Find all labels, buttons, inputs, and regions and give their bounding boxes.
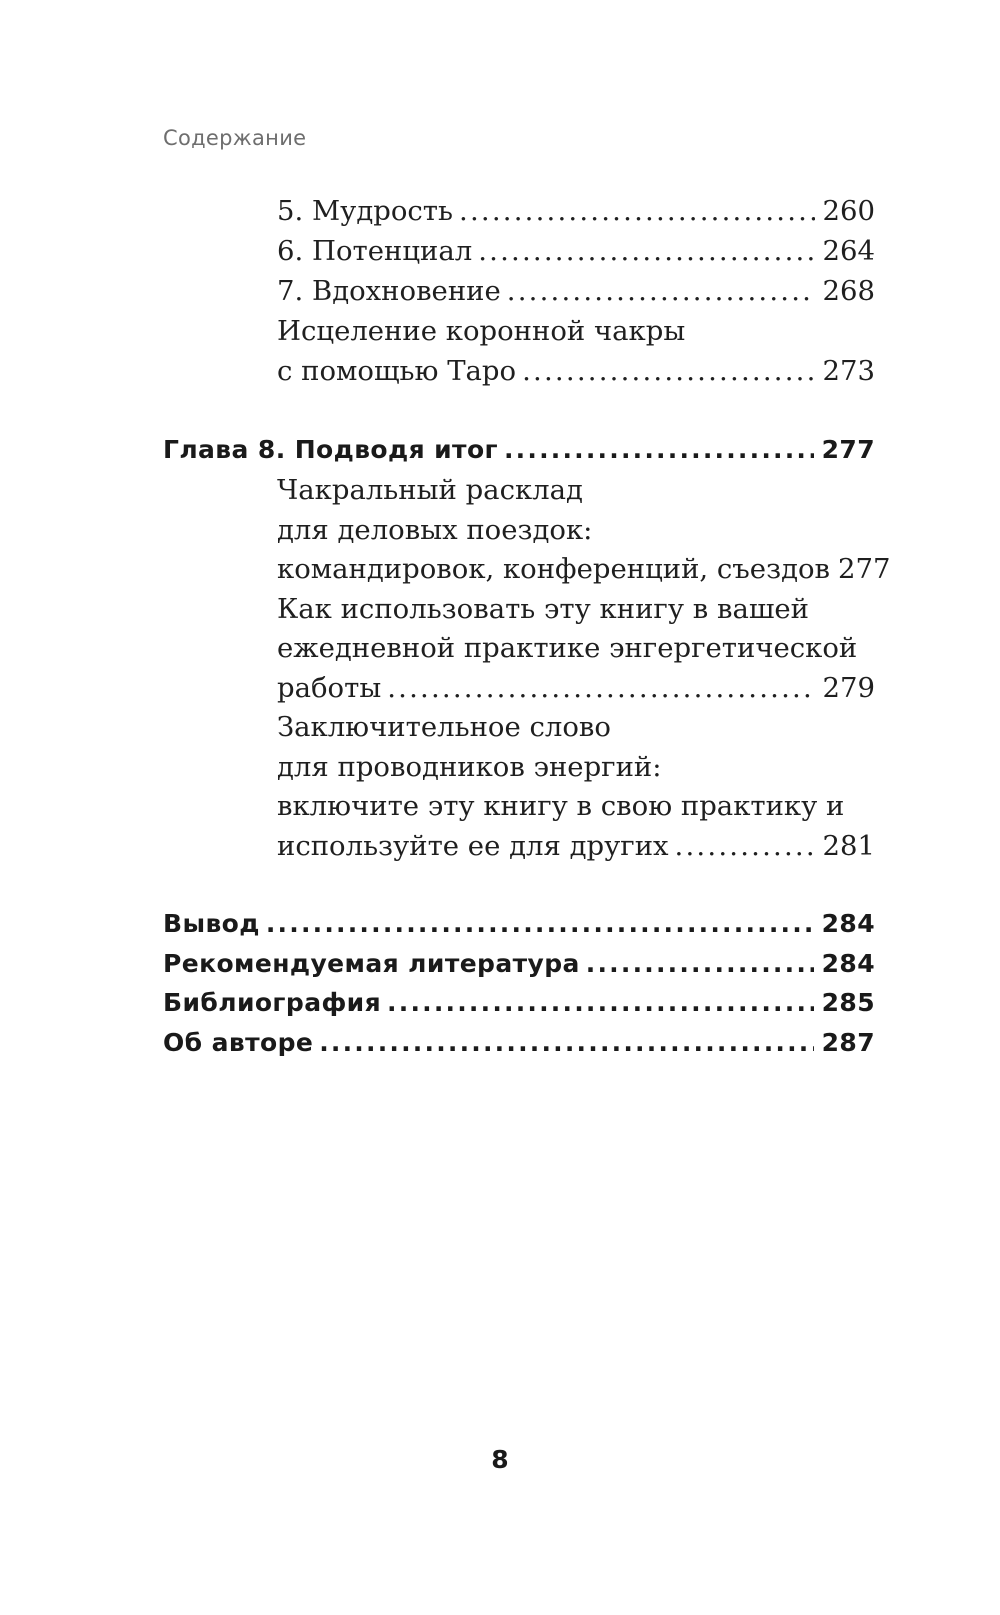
running-head: Содержание bbox=[163, 126, 307, 150]
toc-entry-title: Глава 8. Подводя итог bbox=[163, 435, 498, 464]
toc-entry-closing-word-line bbox=[277, 707, 875, 747]
toc-entry-daily-practice-line bbox=[277, 628, 875, 668]
toc-entry-closing-word-line bbox=[277, 747, 875, 787]
toc-entry-conclusion[interactable] bbox=[163, 904, 875, 944]
toc-entry-closing-word[interactable] bbox=[277, 826, 875, 866]
page-number: 8 bbox=[491, 1445, 509, 1474]
toc-leader-dots bbox=[387, 983, 814, 1023]
toc-entry-recommended-reading[interactable] bbox=[163, 944, 875, 984]
toc-entry-page: 281 bbox=[822, 830, 875, 862]
toc-leader-dots bbox=[319, 1023, 813, 1063]
toc-entry-title-line: Как использовать эту книгу в вашей bbox=[277, 593, 810, 625]
toc-leader-dots bbox=[387, 668, 814, 708]
toc-entry-title: Об авторе bbox=[163, 1028, 314, 1057]
toc-entry-title-line: для проводников энергий: bbox=[277, 751, 662, 783]
toc-entry-title: используйте ее для других bbox=[277, 830, 669, 862]
toc-leader-dots bbox=[478, 231, 814, 271]
toc-entry-crown-healing[interactable] bbox=[277, 351, 875, 391]
toc-leader-dots bbox=[675, 826, 815, 866]
toc-entry-page: 287 bbox=[821, 1028, 875, 1057]
toc-leader-dots bbox=[459, 191, 815, 231]
toc-entry-title-line: Заключительное слово bbox=[277, 711, 611, 743]
toc-entry-closing-word-line bbox=[277, 786, 875, 826]
toc-entry-business-spread-line bbox=[277, 510, 875, 550]
toc-entry-daily-practice-line bbox=[277, 589, 875, 629]
toc-entry-potential[interactable] bbox=[277, 231, 875, 271]
toc-entry-about-author[interactable] bbox=[163, 1023, 875, 1063]
toc-entry-daily-practice[interactable] bbox=[277, 668, 875, 708]
toc-entry-title-line: ежедневной практике энгергетической bbox=[277, 632, 858, 664]
toc-entry-title: командировок, конференций, съездов bbox=[277, 553, 831, 585]
toc-entry-title: с помощью Таро bbox=[277, 355, 517, 387]
toc-entry-title-line: Чакральный расклад bbox=[277, 474, 583, 506]
toc-entry-title: Рекомендуемая литература bbox=[163, 949, 580, 978]
toc-leader-dots bbox=[507, 271, 815, 311]
toc-leader-dots bbox=[266, 904, 814, 944]
toc-entry-page: 284 bbox=[821, 909, 875, 938]
toc-entry-page: 277 bbox=[838, 553, 891, 585]
toc-leader-dots bbox=[504, 430, 814, 470]
toc-entry-page: 260 bbox=[822, 195, 875, 227]
toc-entry-title: 5. Мудрость bbox=[277, 195, 453, 227]
toc-entry-page: 268 bbox=[822, 275, 875, 307]
toc-leader-dots bbox=[522, 351, 814, 391]
toc-entry-title-line: Исцеление коронной чакры bbox=[277, 315, 686, 347]
toc-leader-dots bbox=[586, 944, 814, 984]
toc-entry-title: работы bbox=[277, 672, 382, 704]
toc-entry-page: 285 bbox=[821, 988, 875, 1017]
toc-chapter-8[interactable] bbox=[163, 430, 875, 470]
toc-entry-title: Библиография bbox=[163, 988, 382, 1017]
toc-entry-bibliography[interactable] bbox=[163, 983, 875, 1023]
toc-entry-title-line: для деловых поездок: bbox=[277, 514, 593, 546]
toc-entry-business-spread-line bbox=[277, 470, 875, 510]
toc-entry-title-line: включите эту книгу в свою практику и bbox=[277, 790, 845, 822]
toc-entry-title: 7. Вдохновение bbox=[277, 275, 501, 307]
toc-entry-page: 277 bbox=[821, 435, 875, 464]
toc-entry-inspiration[interactable] bbox=[277, 271, 875, 311]
toc-entry-page: 264 bbox=[822, 235, 875, 267]
toc-entry-business-spread[interactable] bbox=[277, 549, 891, 589]
toc-entry-page: 273 bbox=[822, 355, 875, 387]
toc-entry-title: Вывод bbox=[163, 909, 260, 938]
toc-entry-crown-healing-line bbox=[277, 311, 875, 351]
toc-entry-wisdom[interactable] bbox=[277, 191, 875, 231]
toc-entry-title: 6. Потенциал bbox=[277, 235, 473, 267]
toc-entry-page: 284 bbox=[821, 949, 875, 978]
toc-entry-page: 279 bbox=[822, 672, 875, 704]
